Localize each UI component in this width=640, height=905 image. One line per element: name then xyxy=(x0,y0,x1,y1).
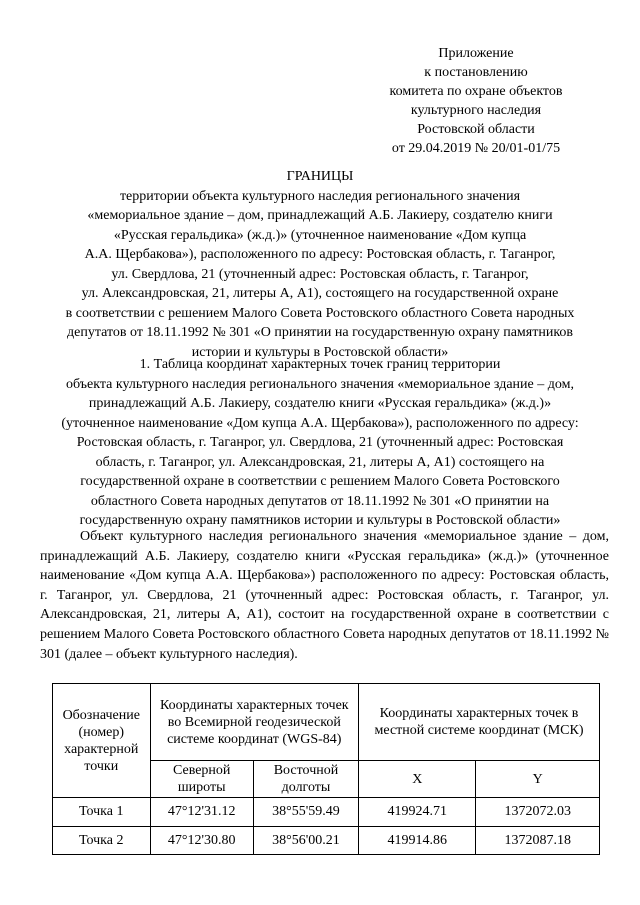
section-line: (уточненное наименование «Дом купца А.А. Щербакова»), расположенного по адресу: xyxy=(61,415,579,431)
appendix-line: культурного наследия xyxy=(410,103,542,118)
section-line: Ростовская область, г. Таганрог, ул. Свердлова, 21 (уточненный адрес: Ростовская xyxy=(76,435,564,450)
section-line: 1. Таблица координат характерных точек границ территории xyxy=(139,357,501,372)
table-row xyxy=(53,827,600,855)
cell-y: 1372072.03 xyxy=(476,798,600,827)
table-header-row xyxy=(53,684,600,761)
header-lat: Северной широты xyxy=(150,761,253,798)
appendix-line: Приложение xyxy=(438,46,514,61)
title-line: истории и культуры в Ростовской области» xyxy=(191,344,449,360)
cell-lon: 38°55'59.49 xyxy=(253,798,358,827)
document-title xyxy=(40,167,600,362)
section-line: государственную охрану памятников истории и культуры в Ростовской области» xyxy=(79,513,561,528)
title-heading: ГРАНИЦЫ xyxy=(286,169,354,184)
section-line: принадлежащий А.Б. Лакиеру, создателю книги «Русская геральдика» (ж.д.)» xyxy=(88,396,552,411)
title-line: А.А. Щербакова»), расположенного по адресу: Ростовская область, г. Таганрог, xyxy=(84,247,556,262)
section-1-heading xyxy=(40,355,600,531)
cell-x: 419914.86 xyxy=(359,827,476,855)
cell-point: Точка 1 xyxy=(53,798,151,827)
title-line: депутатов от 18.11.1992 № 301 «О принятии на государственную охрану памятников xyxy=(66,325,574,340)
cell-lat: 47°12'31.12 xyxy=(150,798,253,827)
header-x: X xyxy=(359,761,476,798)
title-line: в соответствии с решением Малого Совета Ростовского областного Совета народных xyxy=(65,305,575,321)
coordinates-table xyxy=(52,683,600,855)
appendix-line: от 29.04.2019 № 20/01-01/75 xyxy=(391,141,561,156)
appendix-line: к постановлению xyxy=(424,65,528,80)
table-row xyxy=(53,798,600,827)
title-line: «Русская геральдика» (ж.д.)» (уточненное наименование «Дом купца xyxy=(113,227,527,243)
title-line: «мемориальное здание – дом, принадлежащий А.Б. Лакиеру, создателю книги xyxy=(87,208,553,223)
title-line: территории объекта культурного наследия регионального значения xyxy=(119,188,521,204)
cell-lon: 38°56'00.21 xyxy=(253,827,358,855)
cell-point: Точка 2 xyxy=(53,827,151,855)
header-point: Обозначение (номер) характерной точки xyxy=(53,684,151,798)
appendix-block xyxy=(346,44,606,158)
cell-y: 1372087.18 xyxy=(476,827,600,855)
section-line: государственной охране в соответствии с решением Малого Совета Ростовского xyxy=(80,474,560,489)
section-line: объекта культурного наследия регионального значения «мемориальное здание – дом, xyxy=(66,376,574,392)
cell-lat: 47°12'30.80 xyxy=(150,827,253,855)
body-paragraph: Объект культурного наследия регионального значения «мемориальное здание – дом, принадлежащий А.Б. Лакиеру, создателю книги «Русская геральдика» (ж.д.)» (уточненное наименование «Дом купца А.А. Щербакова») расположенного по адресу: Ростовская область, г. Таганрог, ул. Свердлова, 21 (уточненный адрес: Ростовская область, г. Таганрог, ул. Александровская, 21, литеры А, А1), состоит на государственной охране в соответствии с решением Малого Совета Ростовского областного Совета народных депутатов от 18.11.1992 № 301 (далее – объект культурного наследия). xyxy=(40,529,609,662)
header-lon: Восточной долготы xyxy=(253,761,358,798)
section-line: область, г. Таганрог, ул. Александровская, 21, литеры А, А1) состоящего на xyxy=(95,454,545,470)
cell-x: 419924.71 xyxy=(359,798,476,827)
appendix-line: Ростовской области xyxy=(417,122,535,137)
appendix-line: комитета по охране объектов xyxy=(389,84,563,99)
section-line: областного Совета народных депутатов от 18.11.1992 № 301 «О принятии на xyxy=(90,493,550,509)
header-y: Y xyxy=(476,761,600,798)
header-wgs: Координаты характерных точек во Всемирной геодезической системе координат (WGS-84) xyxy=(150,684,359,761)
title-line: ул. Свердлова, 21 (уточненный адрес: Ростовская область, г. Таганрог, xyxy=(111,266,529,282)
header-msk: Координаты характерных точек в местной системе координат (МСК) xyxy=(359,684,600,761)
title-line: ул. Александровская, 21, литеры А, А1), состоящего на государственной охране xyxy=(81,286,559,301)
